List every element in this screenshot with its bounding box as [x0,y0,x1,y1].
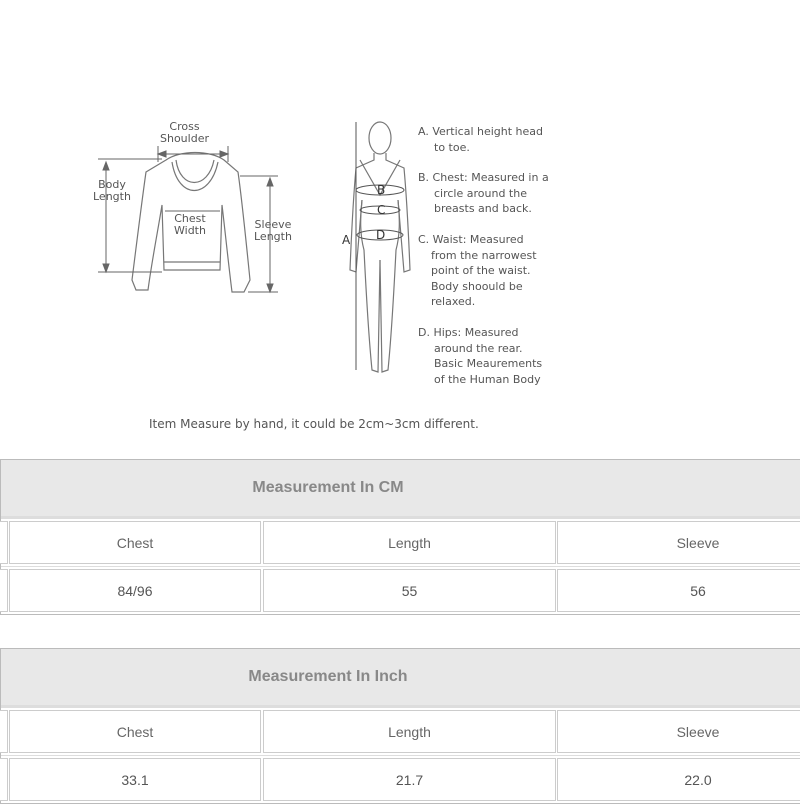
inch-header-sleeve: Sleeve [557,710,800,753]
marker-c: C [377,203,386,217]
inch-table-title: Measurement In Inch [1,649,800,707]
inch-value-row [1,755,800,803]
measurement-note: Item Measure by hand, it could be 2cm~3cm different. [149,417,479,431]
inch-value-length: 21.7 [263,758,556,801]
inch-table [0,648,800,804]
cm-table [0,459,800,615]
cm-header-sleeve: Sleeve [557,521,800,564]
inch-header-length: Length [263,710,556,753]
marker-a: A [342,233,351,247]
description-c: C. Waist: Measured from the narrowest point of the waist. Body shoould be relaxed. [418,233,537,308]
cm-value-length: 55 [263,569,556,612]
cross-shoulder-label: Cross Shoulder [160,120,209,145]
marker-b: B [377,183,386,197]
inch-header-cell-partial [0,710,8,753]
cm-header-chest: Chest [9,521,261,564]
description-d: D. Hips: Measured around the rear. Basic Meaurements of the Human Body [418,326,543,386]
inch-header-row [1,707,800,755]
cm-table-title: Measurement In CM [1,460,800,518]
sleeve-length-label: Sleeve Length [254,218,292,243]
cm-header-row [1,518,800,566]
inch-header-chest: Chest [9,710,261,753]
chest-width-label: Chest Width [174,212,206,237]
cm-header-cell-partial [0,521,8,564]
cm-value-sleeve: 56 [557,569,800,612]
description-a: A. Vertical height head to toe. [418,125,544,154]
cm-header-length: Length [263,521,556,564]
inch-value-sleeve: 22.0 [557,758,800,801]
description-b: B. Chest: Measured in a circle around the breasts and back. [418,171,549,215]
cm-value-chest: 84/96 [9,569,261,612]
body-figure-icon [350,122,410,372]
body-length-label: Body Length [93,178,131,203]
marker-d: D [376,228,386,242]
inch-value-cell-partial [0,758,8,801]
cm-value-row [1,566,800,614]
cm-value-cell-partial [0,569,8,612]
inch-value-chest: 33.1 [9,758,261,801]
